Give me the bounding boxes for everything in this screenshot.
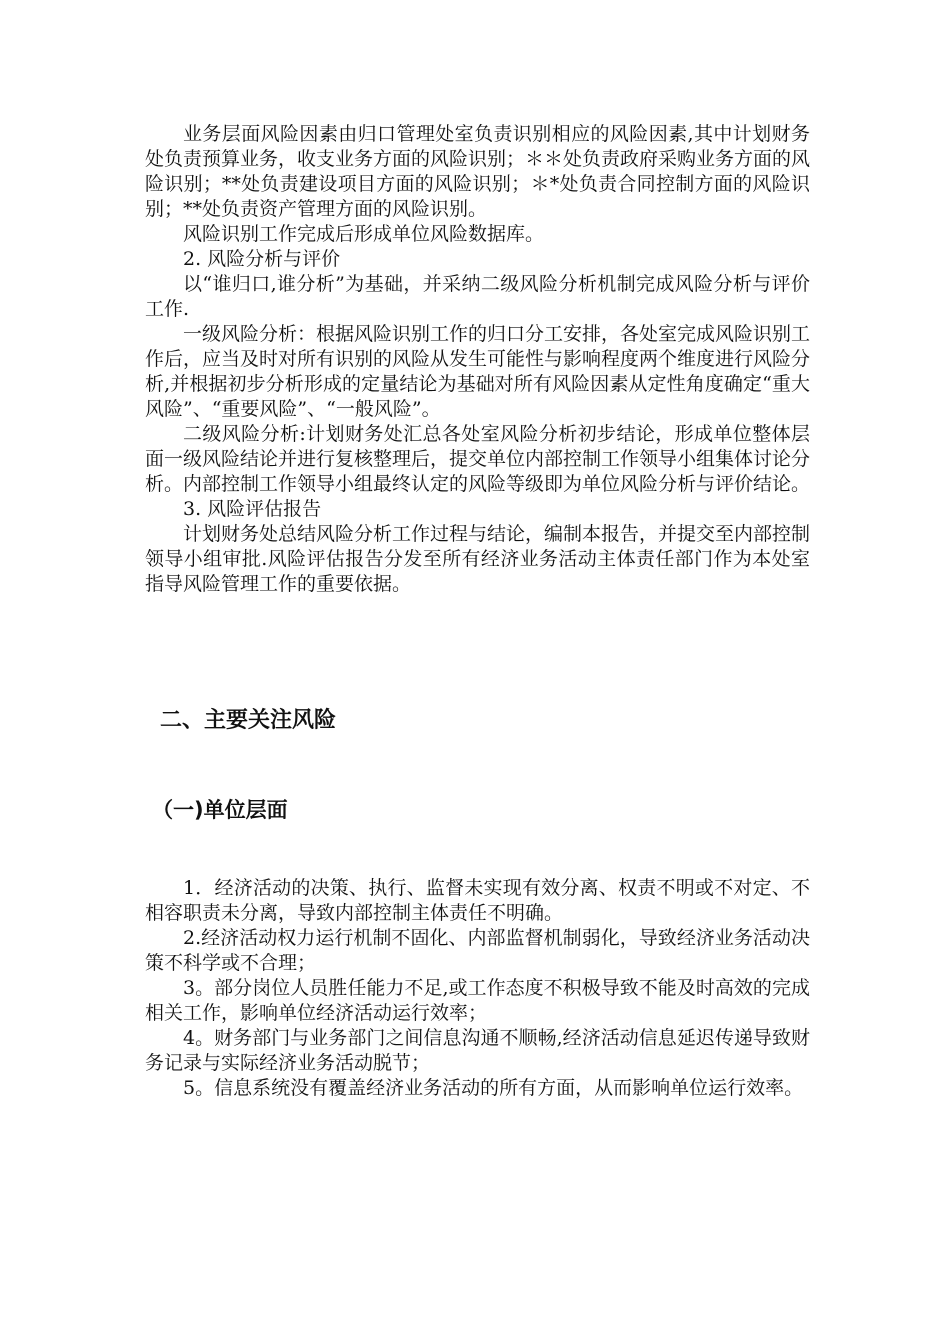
section-unit-level-risks xyxy=(145,876,810,1101)
paragraph-analysis-principle: 以“谁归口,谁分析”为基础，并采纳二级风险分析机制完成风险分析与评价工作. xyxy=(145,273,810,320)
paragraph-level-two-analysis: 二级风险分析:计划财务处汇总各处室风险分析初步结论，形成单位整体层面一级风险结论并进行复核整理后，提交单位内部控制工作领导小组集体讨论分析。内部控制工作领导小组最终认定的风险等级即为单位风险分析与评价结论。 xyxy=(145,423,811,495)
paragraph-risk-database: 风险识别工作完成后形成单位风险数据库。 xyxy=(183,223,545,245)
list-item: 1．经济活动的决策、执行、监督未实现有效分离、权责不明或不对定、不相容职责未分离，导致内部控制主体责任不明确。 xyxy=(145,877,810,924)
list-item: 5。信息系统没有覆盖经济业务活动的所有方面，从而影响单位运行效率。 xyxy=(183,1077,804,1099)
list-item: 4。财务部门与业务部门之间信息沟通不顺畅,经济活动信息延迟传递导致财务记录与实际经济业务活动脱节； xyxy=(145,1027,810,1074)
section-risk-assessment-process xyxy=(145,122,810,597)
heading-unit-level: （一)单位层面 xyxy=(152,798,288,822)
subheading-risk-report: 3. 风险评估报告 xyxy=(183,498,322,520)
paragraph-report-process: 计划财务处总结风险分析工作过程与结论，编制本报告，并提交至内部控制领导小组审批.风险评估报告分发至所有经济业务活动主体责任部门作为本处室指导风险管理工作的重要依据。 xyxy=(145,523,811,595)
list-item: 3。部分岗位人员胜任能力不足,或工作态度不积极导致不能及时高效的完成相关工作，影响单位经济活动运行效率； xyxy=(145,977,810,1024)
heading-main-risks: 二、主要关注风险 xyxy=(160,708,337,733)
list-item: 2.经济活动权力运行机制不固化、内部监督机制弱化，导致经济业务活动决策不科学或不合理； xyxy=(145,927,810,974)
paragraph-business-risk-identification: 业务层面风险因素由归口管理处室负责识别相应的风险因素,其中计划财务处负责预算业务，收支业务方面的风险识别；＊＊处负责政府采购业务方面的风险识别；**处负责建设项目方面的风险识别；＊*处负责合同控制方面的风险识别；**处负责资产管理方面的风险识别。 xyxy=(145,123,811,220)
paragraph-level-one-analysis: 一级风险分析：根据风险识别工作的归口分工安排，各处室完成风险识别工作后，应当及时对所有识别的风险从发生可能性与影响程度两个维度进行风险分析,并根据初步分析形成的定量结论为基础对所有风险因素从定性角度确定“重大风险”、“重要风险”、“一般风险”。 xyxy=(145,323,811,420)
subheading-risk-analysis: 2. 风险分析与评价 xyxy=(183,248,341,270)
